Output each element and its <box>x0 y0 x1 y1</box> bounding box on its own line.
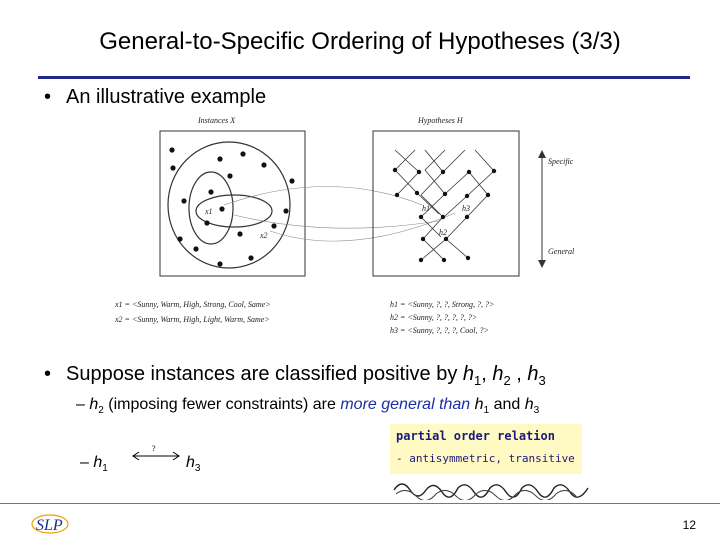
page-number: 12 <box>682 518 696 532</box>
separator: , <box>510 363 528 385</box>
instances-label: Instances X <box>198 116 236 125</box>
h1-subscript: 1 <box>483 405 490 417</box>
x1-point-label: x1 <box>205 207 213 216</box>
bullet-dot: • <box>44 363 52 385</box>
instances-ellipse-outer <box>168 142 290 268</box>
x1-definition: x1 = <Sunny, Warm, High, Strong, Cool, Same> <box>115 300 271 309</box>
h2-symbol: h <box>89 396 99 413</box>
h3-subscript: 3 <box>533 405 540 417</box>
more-general-phrase: more general than <box>340 396 471 413</box>
x2-point-label: x2 <box>260 231 268 240</box>
h3-relation-term <box>186 454 200 474</box>
h2-symbol: h <box>492 363 504 385</box>
h1-symbol: h <box>462 363 475 385</box>
h3-node-label: h3 <box>462 204 470 213</box>
h1-symbol: h <box>474 396 484 413</box>
h2-definition: h2 = <Sunny, ?, ?, ?, ?, ?> <box>390 313 478 322</box>
footer-divider <box>0 503 720 504</box>
h3-definition: h3 = <Sunny, ?, ?, ?, Cool, ?> <box>390 326 489 335</box>
h1-subscript: 1 <box>102 463 108 475</box>
hypotheses-box <box>373 131 519 276</box>
bullet-example-text: An illustrative example <box>66 86 267 108</box>
bullet-dot: • <box>44 86 52 108</box>
bullet-example <box>44 86 266 109</box>
bidirectional-arrow-icon <box>130 442 182 464</box>
lattice-nodes <box>393 168 496 262</box>
dash: – <box>80 454 94 471</box>
mapping-line-2 <box>234 215 438 228</box>
and-text: and <box>489 396 525 413</box>
handwritten-scribble <box>392 478 592 500</box>
h3-subscript: 3 <box>194 463 201 475</box>
hypotheses-label: Hypotheses H <box>418 116 463 125</box>
sub-bullet-text: (imposing fewer constraints) are <box>103 396 341 413</box>
h1-subscript: 1 <box>474 373 482 388</box>
logo-text: SLP <box>36 517 63 534</box>
h3-symbol: h <box>524 396 534 413</box>
h3-symbol: h <box>527 363 539 385</box>
question-mark: ? <box>152 444 156 453</box>
h1-symbol: h <box>93 454 103 471</box>
sub-bullet-relation <box>80 454 108 474</box>
h3-symbol: h <box>186 454 195 471</box>
slide-title: General-to-Specific Ordering of Hypotheses (3/3) <box>99 28 621 55</box>
dash: – <box>76 396 90 413</box>
bullet-suppose <box>44 363 546 388</box>
lattice-edges <box>395 150 494 260</box>
callout-title: partial order relation <box>390 424 582 448</box>
mapping-line-1 <box>224 187 422 206</box>
sub-bullet-general <box>76 396 539 416</box>
bullet-suppose-text: Suppose instances are classified positive by <box>66 363 463 385</box>
h1-definition: h1 = <Sunny, ?, ?, Strong, ?, ?> <box>390 300 495 309</box>
h1-node-label: h1 <box>422 204 430 213</box>
specific-label: Specific <box>548 157 574 166</box>
h2-subscript: 2 <box>98 405 104 417</box>
general-label: General <box>548 247 575 256</box>
mapping-line-3 <box>270 213 455 241</box>
callout-body: - antisymmetric, transitive <box>390 448 582 474</box>
h2-node-label: h2 <box>439 228 447 237</box>
hypothesis-figure <box>110 108 610 343</box>
arrow-up-icon <box>538 150 546 158</box>
separator: , <box>481 363 493 385</box>
slp-logo <box>30 510 70 538</box>
x2-definition: x2 = <Sunny, Warm, High, Light, Warm, Same> <box>115 315 270 324</box>
h2-subscript: 2 <box>503 373 511 388</box>
title-divider <box>38 76 690 79</box>
arrow-down-icon <box>538 260 546 268</box>
h3-subscript: 3 <box>538 373 546 388</box>
